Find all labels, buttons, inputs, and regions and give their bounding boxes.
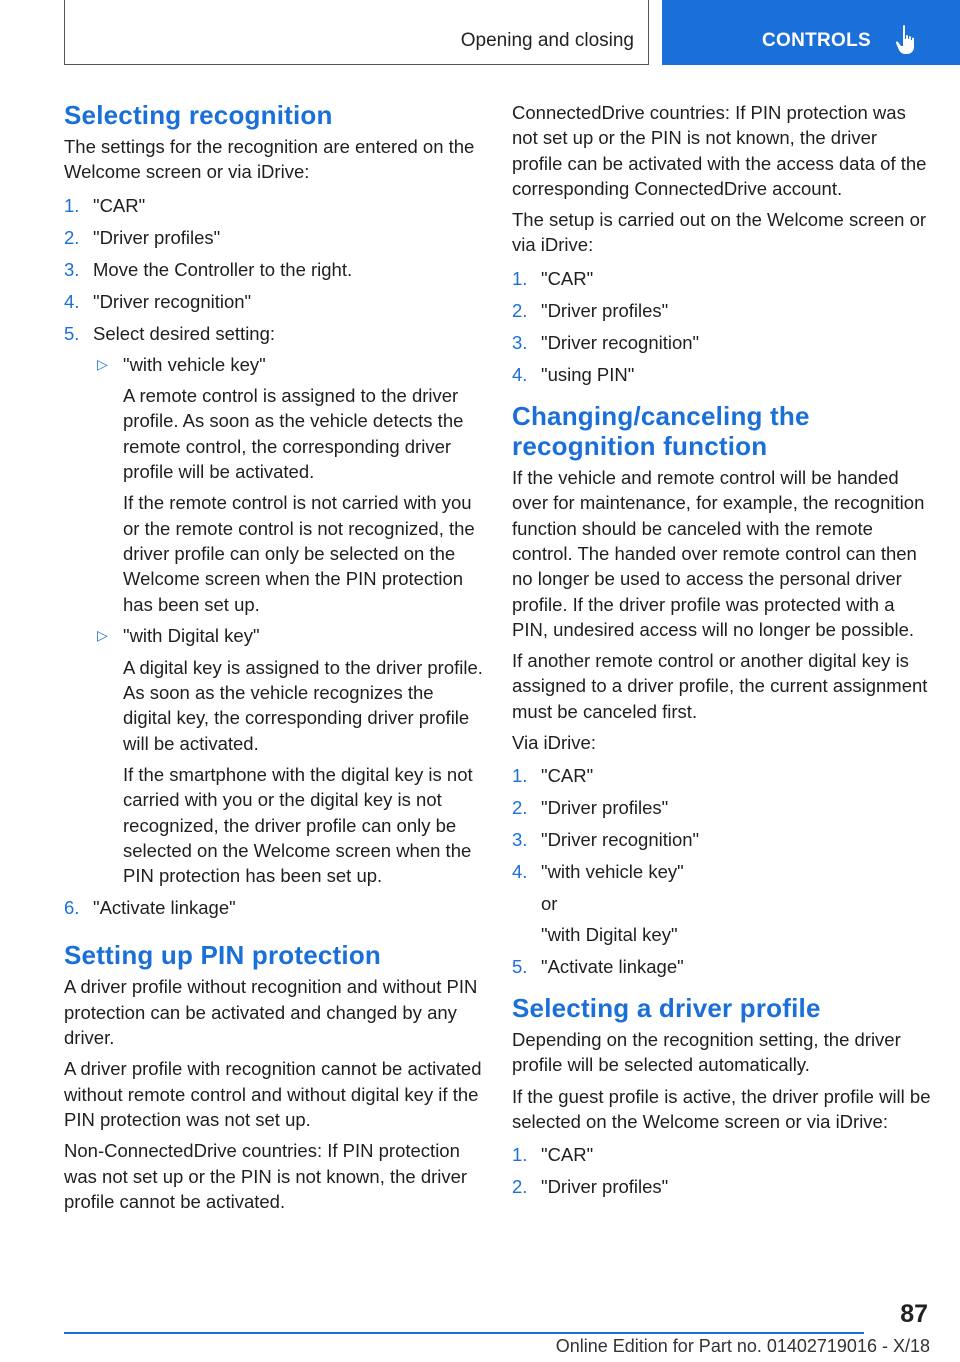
paragraph: Via iDrive: xyxy=(512,732,596,753)
paragraph: A driver profile without recognition and without PIN protection can be activated and changed by any driver. xyxy=(64,976,478,1049)
steps-list xyxy=(512,1142,932,1199)
list-item xyxy=(512,859,932,947)
list-item xyxy=(512,298,932,323)
list-item xyxy=(64,321,484,889)
steps-list xyxy=(512,763,932,979)
paragraph: "with Digital key" xyxy=(541,923,678,945)
chapter-title: CONTROLS xyxy=(762,30,872,51)
list-item xyxy=(512,1142,932,1167)
sub-list xyxy=(93,352,484,889)
paragraph: Depending on the recognition setting, the driver profile will be selected automatically. xyxy=(512,1029,901,1076)
paragraph: If the guest profile is active, the driver profile will be selected on the Welcome screen or via iDrive: xyxy=(512,1085,931,1133)
step-text: "with vehicle key" xyxy=(541,861,684,883)
paragraph: The settings for the recognition are entered on the Welcome screen or via iDrive: xyxy=(64,136,475,183)
paragraph: Non-ConnectedDrive countries: If PIN protection was not set up or the PIN is not known, the driver profile cannot be activated. xyxy=(64,1140,468,1212)
list-item xyxy=(512,954,932,979)
list-item xyxy=(512,795,932,820)
left-column xyxy=(64,100,484,1220)
list-item xyxy=(64,257,484,282)
sub-item-label: "with Digital key" xyxy=(123,625,260,647)
paragraph: If the smartphone with the digital key is not carried with you or the digital key is not recognized, the driver profile can only be selected on the Welcome screen when the PIN protection has been set up. xyxy=(123,763,473,887)
step-number: 1. xyxy=(512,765,528,787)
step-continuation xyxy=(541,891,932,948)
step-number: 2. xyxy=(64,226,80,248)
footer-edition: Online Edition for Part no. 01402719016 - X/18 xyxy=(555,1336,930,1356)
step-number: 1. xyxy=(512,1144,528,1166)
footer-divider xyxy=(64,1332,864,1334)
step-number: 6. xyxy=(64,897,80,919)
list-item xyxy=(512,330,932,355)
step-text: "using PIN" xyxy=(541,363,635,385)
right-column xyxy=(512,100,932,1206)
list-item xyxy=(512,763,932,788)
sub-list-item xyxy=(93,623,484,888)
step-text: "Activate linkage" xyxy=(541,955,684,977)
step-text: "CAR" xyxy=(541,1144,594,1166)
step-number: 1. xyxy=(64,194,80,216)
header-chapter-tab xyxy=(662,0,960,65)
paragraph: A remote control is assigned to the driver profile. As soon as the vehicle detects the remote control, the corresponding driver profile will be activated. xyxy=(123,385,464,483)
paragraph: A digital key is assigned to the driver profile. As soon as the vehicle recognizes the digital key, the corresponding driver profile will be activated. xyxy=(123,656,483,754)
heading-selecting-recognition: Selecting recognition xyxy=(64,100,333,130)
triangle-bullet-icon: ▷ xyxy=(97,355,108,372)
step-number: 4. xyxy=(512,861,528,883)
list-item xyxy=(64,193,484,218)
step-text: "Driver recognition" xyxy=(541,829,700,851)
sub-list-item xyxy=(93,352,484,617)
paragraph: If another remote control or another digital key is assigned to a driver profile, the current assignment must be canceled first. xyxy=(512,650,928,722)
step-number: 2. xyxy=(512,1176,528,1198)
step-number: 1. xyxy=(512,267,528,289)
sub-item-label: "with vehicle key" xyxy=(123,353,266,375)
step-text: "Driver profiles" xyxy=(541,797,669,819)
step-text: Select desired setting: xyxy=(93,322,276,344)
paragraph: If the remote control is not carried with you or the remote control is not recognized, the driver profile can only be selected on the Welcome screen when the PIN protection has been set up. xyxy=(123,492,475,615)
list-item xyxy=(512,827,932,852)
heading-changing-canceling: Changing/canceling the recognition function xyxy=(512,401,810,462)
page-number: 87 xyxy=(900,1300,928,1328)
heading-pin-protection: Setting up PIN protection xyxy=(64,940,381,971)
step-number: 4. xyxy=(512,363,528,385)
hand-pointer-icon xyxy=(894,24,920,56)
step-number: 4. xyxy=(64,290,80,312)
paragraph: ConnectedDrive countries: If PIN protection was not set up or the PIN is not known, the driver profile can be activated with the access data of the corresponding ConnectedDrive account. xyxy=(512,102,927,199)
step-text: "Driver recognition" xyxy=(93,290,252,312)
list-item xyxy=(64,289,484,314)
triangle-bullet-icon: ▷ xyxy=(97,627,108,644)
step-number: 3. xyxy=(512,331,528,353)
header-section-box xyxy=(64,0,649,65)
paragraph: If the vehicle and remote control will be handed over for maintenance, for example, the recognition function should be canceled with the remote control. The handed over remote control can then no longer be used to access the personal driver profile. If the driver profile was protected with a PIN, undesired access will no longer be possible. xyxy=(512,467,925,640)
list-item xyxy=(512,1174,932,1199)
paragraph: A driver profile with recognition cannot be activated without remote control and without digital key if the PIN protection was not set up. xyxy=(64,1058,482,1130)
step-text: "Driver recognition" xyxy=(541,331,700,353)
step-text: "CAR" xyxy=(93,194,146,216)
step-number: 3. xyxy=(64,258,80,280)
step-number: 2. xyxy=(512,299,528,321)
step-number: 3. xyxy=(512,829,528,851)
list-item xyxy=(512,362,932,387)
step-text: "CAR" xyxy=(541,765,594,787)
step-text: Move the Controller to the right. xyxy=(93,258,353,280)
list-item xyxy=(64,225,484,250)
step-text: "Driver profiles" xyxy=(541,1176,669,1198)
step-number: 5. xyxy=(512,955,528,977)
step-number: 5. xyxy=(64,322,80,344)
steps-list xyxy=(64,193,484,921)
step-text: "Driver profiles" xyxy=(93,226,221,248)
paragraph: or xyxy=(541,892,558,914)
steps-list xyxy=(512,266,932,387)
step-text: "Activate linkage" xyxy=(93,897,236,919)
list-item xyxy=(64,895,484,920)
step-text: "CAR" xyxy=(541,267,594,289)
step-text: "Driver profiles" xyxy=(541,299,669,321)
step-number: 2. xyxy=(512,797,528,819)
paragraph: The setup is carried out on the Welcome screen or via iDrive: xyxy=(512,209,927,256)
section-title: Opening and closing xyxy=(460,30,634,51)
list-item xyxy=(512,266,932,291)
heading-selecting-driver-profile: Selecting a driver profile xyxy=(512,993,821,1024)
